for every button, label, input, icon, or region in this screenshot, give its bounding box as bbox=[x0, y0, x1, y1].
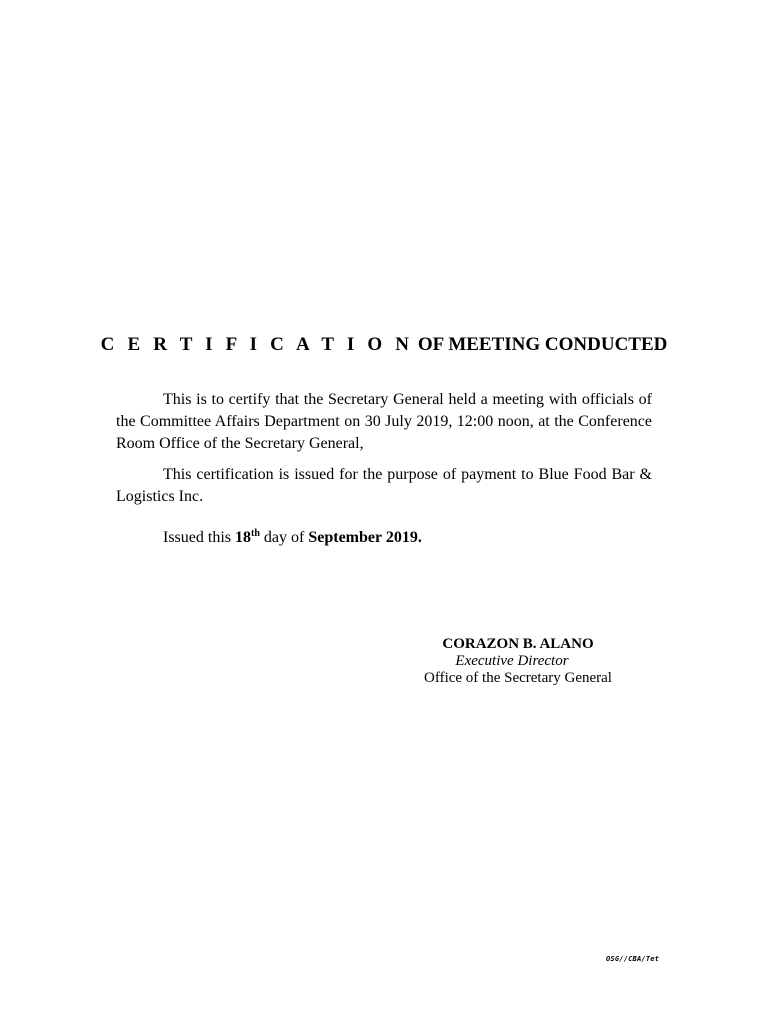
issued-date-line bbox=[163, 527, 422, 549]
title-certification-word: C E R T I F I C A T I O N bbox=[100, 334, 414, 355]
signature-block bbox=[400, 636, 636, 687]
title-remainder: OF MEETING CONDUCTED bbox=[413, 334, 668, 355]
body-paragraph-purpose: This certification is issued for the purpose of payment to Blue Food Bar & Logistics Inc. bbox=[116, 466, 652, 505]
issued-day-suffix: th bbox=[251, 528, 260, 539]
document-title bbox=[0, 333, 768, 357]
signatory-office: Office of the Secretary General bbox=[424, 670, 612, 686]
issued-middle: day of bbox=[259, 529, 309, 546]
signatory-name: CORAZON B. ALANO bbox=[442, 636, 594, 652]
body-paragraph-certify: This is to certify that the Secretary General held a meeting with officials of the Committee Affairs Department on 30 July 2019, 12:00 noon, at the Conference Room Office of the Secretary General, bbox=[116, 391, 652, 452]
signatory-position: Executive Director bbox=[455, 653, 569, 669]
issued-prefix: Issued this bbox=[163, 529, 235, 546]
reference-code: OSG//CBA/Tet bbox=[606, 955, 660, 963]
issued-month-year: September 2019. bbox=[308, 529, 422, 546]
issued-day: 18th bbox=[235, 528, 260, 546]
